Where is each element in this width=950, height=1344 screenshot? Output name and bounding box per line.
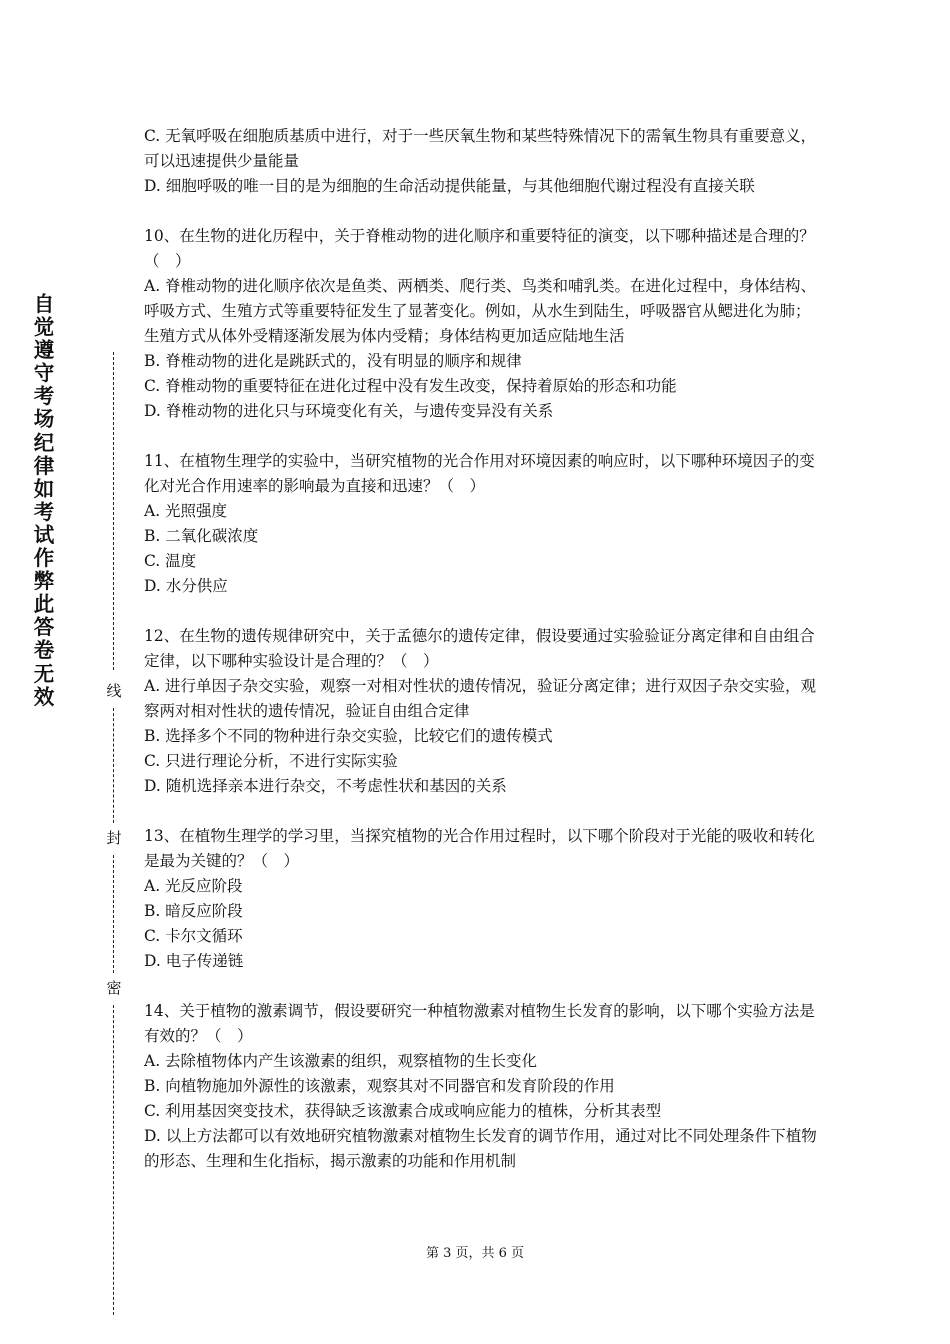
option-text: B. 向植物施加外源性的该激素，观察其对不同器官和发育阶段的作用	[144, 1077, 615, 1095]
question-14	[144, 999, 820, 1174]
option-text: D. 细胞呼吸的唯一目的是为细胞的生命活动提供能量，与其他细胞代谢过程没有直接关联	[144, 177, 755, 195]
binding-warning-title: 自觉遵守考场纪律如考试作弊此答卷无效	[33, 292, 55, 709]
binding-dashed-line	[113, 1005, 114, 1315]
question-10	[144, 224, 820, 424]
question-12	[144, 624, 820, 799]
option-text: A. 进行单因子杂交实验，观察一对相对性状的遗传情况，验证分离定律；进行双因子杂交实验，观察两对相对性状的遗传情况，验证自由组合定律	[144, 677, 817, 720]
question-13	[144, 824, 820, 974]
option-text: C. 卡尔文循环	[144, 927, 243, 945]
binding-dashed-line	[113, 352, 114, 670]
binding-label-feng: 封	[104, 830, 124, 846]
option-text: C. 只进行理论分析，不进行实际实验	[144, 752, 398, 770]
question-stem: 11、在植物生理学的实验中，当研究植物的光合作用对环境因素的响应时，以下哪种环境因子的变化对光合作用速率的影响最为直接和迅速？（ ）	[144, 452, 815, 495]
option-text: D. 脊椎动物的进化只与环境变化有关，与遗传变异没有关系	[144, 402, 554, 420]
question-11	[144, 449, 820, 599]
question-stem: 14、关于植物的激素调节，假设要研究一种植物激素对植物生长发育的影响，以下哪个实验方法是有效的？（ ）	[144, 1002, 815, 1045]
option-text: C. 无氧呼吸在细胞质基质中进行，对于一些厌氧生物和某些特殊情况下的需氧生物具有重要意义，可以迅速提供少量能量	[144, 127, 817, 170]
option-text: A. 光反应阶段	[144, 877, 243, 895]
binding-dashed-line	[113, 708, 114, 823]
option-text: D. 电子传递链	[144, 952, 244, 970]
option-text: A. 脊椎动物的进化顺序依次是鱼类、两栖类、爬行类、鸟类和哺乳类。在进化过程中，身体结构、呼吸方式、生殖方式等重要特征发生了显著变化。例如，从水生到陆生，呼吸器官从鳃进化为肺；生殖方式从体外受精逐渐发展为体内受精；身体结构更加适应陆地生活	[144, 277, 817, 345]
option-text: C. 脊椎动物的重要特征在进化过程中没有发生改变，保持着原始的形态和功能	[144, 377, 677, 395]
option-text: A. 光照强度	[144, 502, 228, 520]
question-stem: 12、在生物的遗传规律研究中，关于孟德尔的遗传定律，假设要通过实验验证分离定律和自由组合定律，以下哪种实验设计是合理的？（ ）	[144, 627, 815, 670]
option-text: B. 脊椎动物的进化是跳跃式的，没有明显的顺序和规律	[144, 352, 522, 370]
option-text: A. 去除植物体内产生该激素的组织，观察植物的生长变化	[144, 1052, 538, 1070]
binding-label-mi: 密	[104, 980, 124, 996]
page-number: 第 3 页，共 6 页	[425, 1246, 525, 1261]
option-text: D. 随机选择亲本进行杂交，不考虑性状和基因的关系	[144, 777, 507, 795]
question-stem: 13、在植物生理学的学习里，当探究植物的光合作用过程时，以下哪个阶段对于光能的吸收和转化是最为关键的？（ ）	[144, 827, 815, 870]
option-text: C. 利用基因突变技术，获得缺乏该激素合成或响应能力的植株，分析其表型	[144, 1102, 662, 1120]
question-9-continued	[144, 124, 820, 199]
option-text: C. 温度	[144, 552, 197, 570]
question-stem: 10、在生物的进化历程中，关于脊椎动物的进化顺序和重要特征的演变，以下哪种描述是合理的？（ ）	[144, 227, 815, 270]
option-text: B. 选择多个不同的物种进行杂交实验，比较它们的遗传模式	[144, 727, 553, 745]
option-text: D. 水分供应	[144, 577, 228, 595]
binding-label-xian: 线	[104, 683, 124, 699]
option-text: D. 以上方法都可以有效地研究植物激素对植物生长发育的调节作用，通过对比不同处理条件下植物的形态、生理和生化指标，揭示激素的功能和作用机制	[144, 1127, 817, 1170]
binding-dashed-line	[113, 855, 114, 973]
question-list	[144, 124, 820, 1199]
option-text: B. 二氧化碳浓度	[144, 527, 259, 545]
option-text: B. 暗反应阶段	[144, 902, 243, 920]
